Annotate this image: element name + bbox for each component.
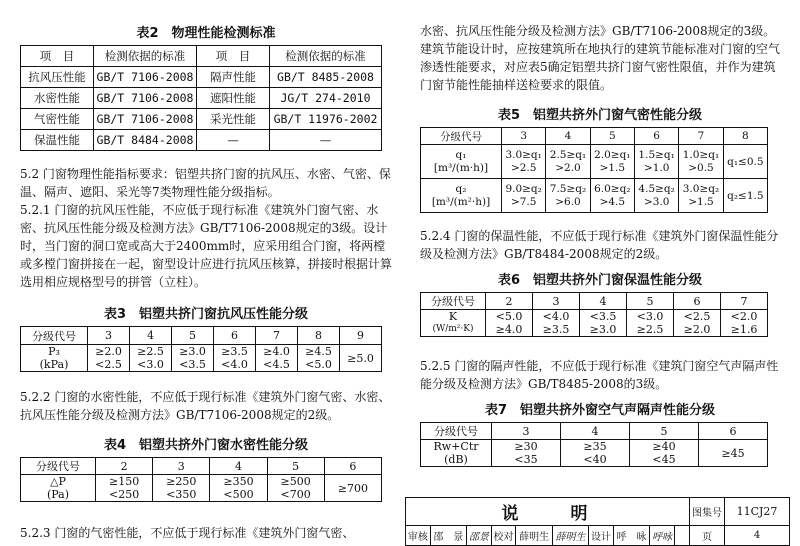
table6-cell: <2.0 ≥1.6 bbox=[721, 310, 768, 337]
table5-cell: q₂≤1.5 bbox=[723, 179, 767, 213]
table6-cell: <5.0 ≥4.0 bbox=[486, 310, 533, 337]
check-label: 校对 bbox=[491, 526, 516, 546]
table6-cell: <4.0 ≥3.5 bbox=[533, 310, 580, 337]
grade-label: 4 bbox=[210, 458, 267, 475]
table-row bbox=[21, 109, 382, 130]
section-5-2-3: 5.2.3 门窗的气密性能，不应低于现行标准《建筑外门窗气密、 bbox=[20, 526, 355, 540]
section-5-2-5: 5.2.5 门窗的隔声性能，不应低于现行标准《建筑门窗空气声隔声性能分级及检测方法》GB/T8485-2008的3级。 bbox=[420, 359, 779, 391]
grade-label: 3 bbox=[153, 458, 210, 475]
table3-header: 分级代号 bbox=[21, 327, 88, 345]
grade-label: 5 bbox=[590, 128, 634, 145]
left-column bbox=[20, 0, 392, 542]
grade-label: 6 bbox=[634, 128, 678, 145]
grade-label: 2 bbox=[96, 458, 153, 475]
table5-cell: 7.5≥q₂ >6.0 bbox=[546, 179, 590, 213]
table3-cell: ≥2.5 <3.0 bbox=[130, 345, 172, 372]
table7-cell: ≥45 bbox=[699, 440, 768, 467]
grade-label: 2 bbox=[486, 293, 533, 310]
grade-label: 4 bbox=[580, 293, 627, 310]
table3-cell: ≥5.0 bbox=[340, 345, 382, 372]
table3-cell: ≥3.5 <4.0 bbox=[214, 345, 256, 372]
grade-label: 7 bbox=[721, 293, 768, 310]
table5-cell: 1.5≥q₁ >1.0 bbox=[634, 145, 678, 179]
table7-caption: 表7 铝塑共挤外窗空气声隔声性能分级 bbox=[484, 403, 716, 418]
table2-cell: — bbox=[197, 130, 270, 151]
table2-cell: GB/T 8485-2008 bbox=[270, 67, 382, 88]
title-block bbox=[405, 497, 790, 546]
right-intro: 水密、抗风压性能分级及检测方法》GB/T7106-2008规定的3级。建筑节能设计时，应按建筑所在地执行的建筑节能标准对门窗的空气渗透性能要求，对应表5确定铝塑共挤门窗气密性限值，并作为建筑门窗节能性能抽样送检要求的限值。 bbox=[420, 24, 781, 92]
table6 bbox=[420, 292, 768, 337]
grade-label: 5 bbox=[267, 458, 324, 475]
table5-caption: 表5 铝塑共挤外门窗气密性能分级 bbox=[497, 108, 703, 123]
grade-label: 6 bbox=[674, 293, 721, 310]
table5-cell: 2.5≥q₁ >2.0 bbox=[546, 145, 590, 179]
table4-cell: ≥500 <700 bbox=[267, 475, 324, 502]
table2-cell: 气密性能 bbox=[21, 109, 94, 130]
table2-caption: 表2 物理性能检测标准 bbox=[136, 26, 276, 41]
table3-cell: ≥2.0 <2.5 bbox=[88, 345, 130, 372]
section-5-2-4: 5.2.4 门窗的保温性能，不应低于现行标准《建筑外门窗保温性能分级及检测方法》GB/T8484-2008规定的2级。 bbox=[420, 229, 779, 261]
grade-label: 3 bbox=[502, 128, 546, 145]
section-5-2: 5.2 门窗物理性能指标要求：铝塑共挤门窗的抗风压、水密、气密、保温、隔声、遮阳、采光等7类物理性能分级指标。 bbox=[20, 167, 391, 199]
table2-cell: GB/T 11976-2002 bbox=[270, 109, 382, 130]
table3-cell: ≥4.0 <4.5 bbox=[256, 345, 298, 372]
table6-cell: <2.5 ≥2.0 bbox=[674, 310, 721, 337]
table7-param: Rw+Ctr (dB) bbox=[421, 440, 492, 467]
grade-label: 8 bbox=[298, 327, 340, 345]
grade-label: 6 bbox=[214, 327, 256, 345]
table5-cell: q₁≤0.5 bbox=[723, 145, 767, 179]
table2-cell: GB/T 7106-2008 bbox=[94, 67, 197, 88]
table2-cell: 保温性能 bbox=[21, 130, 94, 151]
right-column bbox=[420, 0, 780, 467]
table2-cell: 采光性能 bbox=[197, 109, 270, 130]
design-label: 设计 bbox=[589, 526, 614, 546]
table4-cell: ≥250 <350 bbox=[153, 475, 210, 502]
review-name: 邵 景 bbox=[430, 526, 466, 546]
table2-cell: GB/T 7106-2008 bbox=[94, 88, 197, 109]
grade-label: 3 bbox=[88, 327, 130, 345]
review-signature: 邵景 bbox=[467, 526, 492, 546]
spacer-cell bbox=[675, 526, 690, 546]
grade-label: 5 bbox=[630, 423, 699, 440]
design-name: 呼 咏 bbox=[613, 526, 649, 546]
table3-cell: ≥3.0 <3.5 bbox=[172, 345, 214, 372]
atlas-number: 11CJ27 bbox=[725, 498, 790, 526]
section-5-2-2: 5.2.2 门窗的水密性能，不应低于现行标准《建筑外门窗气密、水密、抗风压性能分级及检测方法》GB/T7106-2008规定的2级。 bbox=[20, 390, 391, 422]
grade-label: 3 bbox=[533, 293, 580, 310]
table2-cell: GB/T 8484-2008 bbox=[94, 130, 197, 151]
table5-cell: 3.0≥q₂ >1.5 bbox=[679, 179, 723, 213]
check-signature: 薛明生 bbox=[552, 526, 588, 546]
table6-cell: <3.0 ≥2.5 bbox=[627, 310, 674, 337]
grade-label: 4 bbox=[130, 327, 172, 345]
table4-cell: ≥150 <250 bbox=[96, 475, 153, 502]
table5-cell: 4.5≥q₂ >3.0 bbox=[634, 179, 678, 213]
table4-caption: 表4 铝塑共挤外门窗水密性能分级 bbox=[103, 438, 309, 453]
table5-cell: 2.0≥q₁ >1.5 bbox=[590, 145, 634, 179]
table-row bbox=[21, 88, 382, 109]
review-label: 审核 bbox=[406, 526, 431, 546]
table5-cell: 1.0≥q₁ >0.5 bbox=[679, 145, 723, 179]
table4-cell: ≥700 bbox=[324, 475, 381, 502]
atlas-label: 图集号 bbox=[690, 498, 725, 526]
table7 bbox=[420, 422, 768, 467]
table3-param: P₃ (kPa) bbox=[21, 345, 88, 372]
table7-cell: ≥40 <45 bbox=[630, 440, 699, 467]
grade-label: 4 bbox=[546, 128, 590, 145]
table2 bbox=[20, 45, 382, 151]
table6-caption: 表6 铝塑共挤外门窗保温性能分级 bbox=[497, 273, 703, 288]
table6-header: 分级代号 bbox=[421, 293, 486, 310]
table2-header: 检测依据的标准 bbox=[270, 46, 382, 67]
table7-cell: ≥35 <40 bbox=[561, 440, 630, 467]
table4-cell: ≥350 <500 bbox=[210, 475, 267, 502]
table2-cell: 水密性能 bbox=[21, 88, 94, 109]
table-row bbox=[21, 67, 382, 88]
table5-header: 分级代号 bbox=[421, 128, 502, 145]
table3 bbox=[20, 326, 382, 372]
design-signature: 呼咏 bbox=[650, 526, 675, 546]
table2-cell: JG/T 274-2010 bbox=[270, 88, 382, 109]
grade-label: 5 bbox=[172, 327, 214, 345]
page-label: 页 bbox=[690, 526, 725, 546]
grade-label: 8 bbox=[723, 128, 767, 145]
grade-label: 7 bbox=[256, 327, 298, 345]
table-row bbox=[21, 130, 382, 151]
grade-label: 5 bbox=[627, 293, 674, 310]
table3-cell: ≥4.5 <5.0 bbox=[298, 345, 340, 372]
grade-label: 7 bbox=[679, 128, 723, 145]
table4 bbox=[20, 457, 382, 502]
table5-param: q₂ [m³/(m²·h)] bbox=[421, 179, 502, 213]
table3-caption: 表3 铝塑共挤门窗抗风压性能分级 bbox=[103, 307, 309, 322]
table5-cell: 3.0≥q₁ >2.5 bbox=[502, 145, 546, 179]
table2-cell: 隔声性能 bbox=[197, 67, 270, 88]
drawing-title: 说 明 bbox=[406, 498, 690, 526]
table2-cell: 遮阳性能 bbox=[197, 88, 270, 109]
grade-label: 6 bbox=[699, 423, 768, 440]
table2-cell: — bbox=[270, 130, 382, 151]
table2-cell: GB/T 7106-2008 bbox=[94, 109, 197, 130]
table5-cell: 9.0≥q₂ >7.5 bbox=[502, 179, 546, 213]
table2-header: 项 目 bbox=[21, 46, 94, 67]
table5 bbox=[420, 127, 768, 213]
table5-cell: 6.0≥q₂ >4.5 bbox=[590, 179, 634, 213]
table6-cell: <3.5 ≥3.0 bbox=[580, 310, 627, 337]
table7-header: 分级代号 bbox=[421, 423, 492, 440]
table6-param: K (W/m²·K) bbox=[421, 310, 486, 337]
table2-header: 检测依据的标准 bbox=[94, 46, 197, 67]
table7-cell: ≥30 <35 bbox=[492, 440, 561, 467]
table5-param: q₁ [m³/(m·h)] bbox=[421, 145, 502, 179]
grade-label: 6 bbox=[324, 458, 381, 475]
title-block-table bbox=[405, 497, 790, 546]
check-name: 薛明生 bbox=[516, 526, 552, 546]
grade-label: 9 bbox=[340, 327, 382, 345]
table4-param: △P (Pa) bbox=[21, 475, 96, 502]
table2-cell: 抗风压性能 bbox=[21, 67, 94, 88]
page-number: 4 bbox=[725, 526, 790, 546]
grade-label: 3 bbox=[492, 423, 561, 440]
table4-header: 分级代号 bbox=[21, 458, 96, 475]
grade-label: 4 bbox=[561, 423, 630, 440]
section-5-2-1: 5.2.1 门窗的抗风压性能，不应低于现行标准《建筑外门窗气密、水密、抗风压性能分级及检测方法》GB/T7106-2008规定的3级。设计时，当门窗的洞口宽或高大于2400mm时，应采用组合门窗，将两樘或多樘门窗拼接在一起，窗型设计应进行抗风压核算，拼接时根据计算选用相应规格型号的拼管（立柱）。 bbox=[20, 203, 393, 289]
table2-header: 项 目 bbox=[197, 46, 270, 67]
